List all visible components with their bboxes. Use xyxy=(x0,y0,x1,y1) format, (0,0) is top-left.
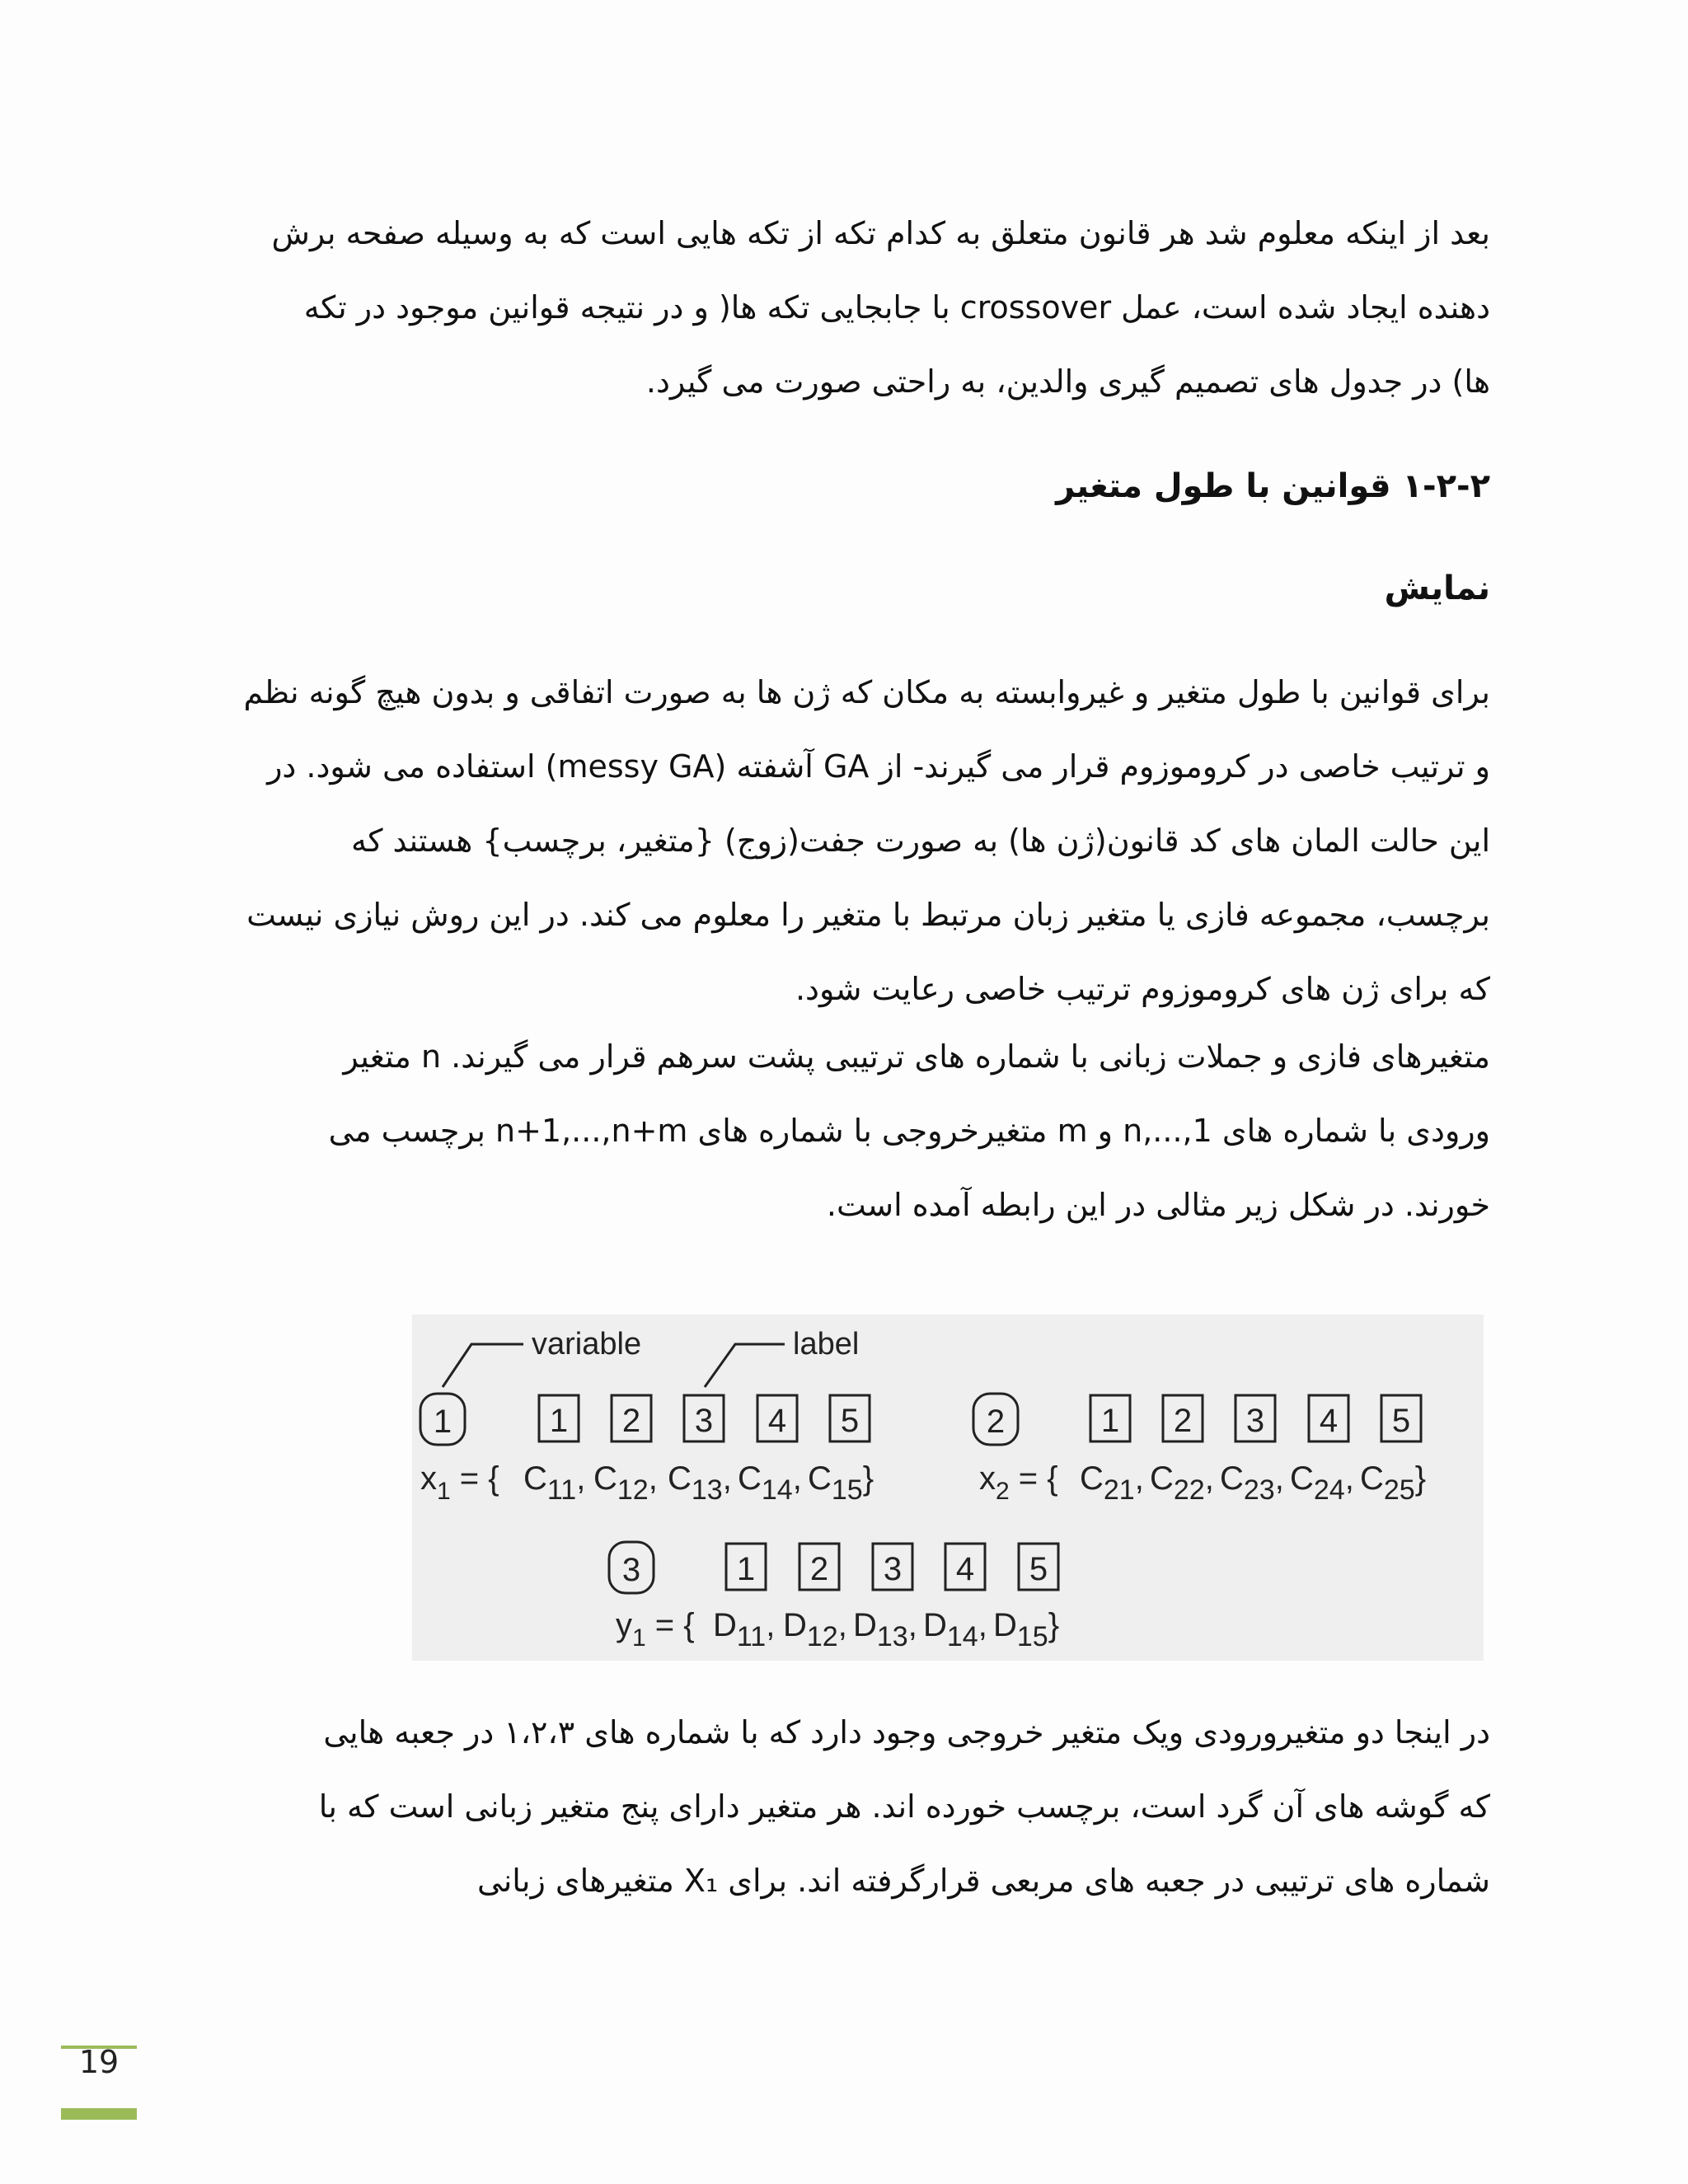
paragraph-crossover xyxy=(204,196,1490,419)
paragraph-line: شماره های ترتیبی در جعبه های مربعی قرارگرفته اند. برای X₁ متغیرهای زبانی xyxy=(477,1863,1490,1899)
figure-canvas xyxy=(412,1315,1484,1661)
annotation-variable: variable xyxy=(532,1327,642,1361)
annotation-variable-arrow xyxy=(443,1344,523,1387)
page-number-rule-bottom xyxy=(61,2108,137,2120)
variable-number: 1 xyxy=(433,1404,452,1440)
label-number: 3 xyxy=(694,1403,714,1439)
label-number: 4 xyxy=(767,1403,787,1439)
subheading: نمایش xyxy=(1384,569,1490,607)
annotation-label-arrow xyxy=(705,1344,785,1387)
label-number: 3 xyxy=(883,1551,903,1587)
set-equation: $x_2$ = { $C_{21}$, $C_{22}$, $C_{23}$, $C_{24}$, $C_{25}$} xyxy=(979,1460,1427,1506)
variable-number: 2 xyxy=(986,1404,1006,1440)
messy-ga-figure xyxy=(412,1315,1484,1661)
label-number: 4 xyxy=(955,1551,975,1587)
paragraph-line: بعد از اینکه معلوم شد هر قانون متعلق به کدام تکه از تکه هایی است که به وسیله صفحه برش xyxy=(271,215,1490,251)
set-equation: $y_1$ = { $D_{11}$, $D_{12}$, $D_{13}$, $D_{14}$, $D_{15}$} xyxy=(616,1607,1060,1652)
label-number: 5 xyxy=(1029,1551,1048,1587)
label-number: 5 xyxy=(1391,1403,1411,1439)
paragraph-line: در اینجا دو متغیرورودی ویک متغیر خروجی وجود دارد که با شماره های ۱،۲،۳ در جعبه هایی xyxy=(323,1714,1490,1750)
label-number: 3 xyxy=(1245,1403,1265,1439)
label-number: 2 xyxy=(621,1403,641,1439)
section-heading: ۱-۲-۲ قوانین با طول متغیر xyxy=(1056,467,1490,505)
paragraph-line: ورودی با شماره های 1,...,n و m متغیرخروجی با شماره های n+1,...,n+m برچسب می xyxy=(328,1113,1490,1149)
label-number: 4 xyxy=(1319,1403,1339,1439)
label-number: 1 xyxy=(1100,1403,1120,1439)
paragraph-numbering xyxy=(204,1019,1490,1242)
paragraph-representation xyxy=(204,655,1490,1026)
paragraph-line: که برای ژن های کروموزوم ترتیب خاصی رعایت شود. xyxy=(795,971,1490,1007)
paragraph-line: برچسب، مجموعه فازی یا متغیر زبان مرتبط با متغیر را معلوم می کند. در این روش نیازی نیست xyxy=(246,897,1490,933)
paragraph-line: دهنده ایجاد شده است، عمل crossover با جابجایی تکه ها( و در نتیجه قوانین موجود در تکه xyxy=(303,289,1490,326)
label-number: 1 xyxy=(736,1551,756,1587)
label-number: 2 xyxy=(1173,1403,1193,1439)
page-number: 19 xyxy=(78,2044,120,2080)
paragraph-line: و ترتیب خاصی در کروموزوم قرار می گیرند- از GA آشفته (messy GA) استفاده می شود. در xyxy=(267,748,1490,785)
paragraph-line: خورند. در شکل زیر مثالی در این رابطه آمده است. xyxy=(826,1187,1490,1223)
paragraph-line: این حالت المان های کد قانون(ژن ها) به صورت جفت(زوج) {متغیر، برچسب} هستند که xyxy=(350,823,1490,859)
paragraph-line: که گوشه های آن گرد است، برچسب خورده اند. هر متغیر دارای پنج متغیر زبانی است که با xyxy=(318,1788,1490,1825)
annotation-label: label xyxy=(793,1327,860,1361)
variable-number: 3 xyxy=(621,1552,641,1588)
label-number: 2 xyxy=(809,1551,829,1587)
paragraph-line: متغیرهای فازی و جملات زبانی با شماره های ترتیبی پشت سرهم قرار می گیرند. n متغیر xyxy=(343,1038,1490,1075)
paragraph-line: ها) در جدول های تصمیم گیری والدین، به راحتی صورت می گیرد. xyxy=(645,363,1490,400)
label-number: 1 xyxy=(549,1403,569,1439)
set-equation: $x_1$ = { $C_{11}$, $C_{12}$, $C_{13}$, $C_{14}$, $C_{15}$} xyxy=(420,1460,874,1506)
paragraph-line: برای قوانین با طول متغیر و غیروابسته به مکان که ژن ها به صورت اتفاقی و بدون هیچ گونه نظم xyxy=(243,674,1490,710)
label-number: 5 xyxy=(840,1403,860,1439)
paragraph-explanation xyxy=(204,1695,1490,1918)
